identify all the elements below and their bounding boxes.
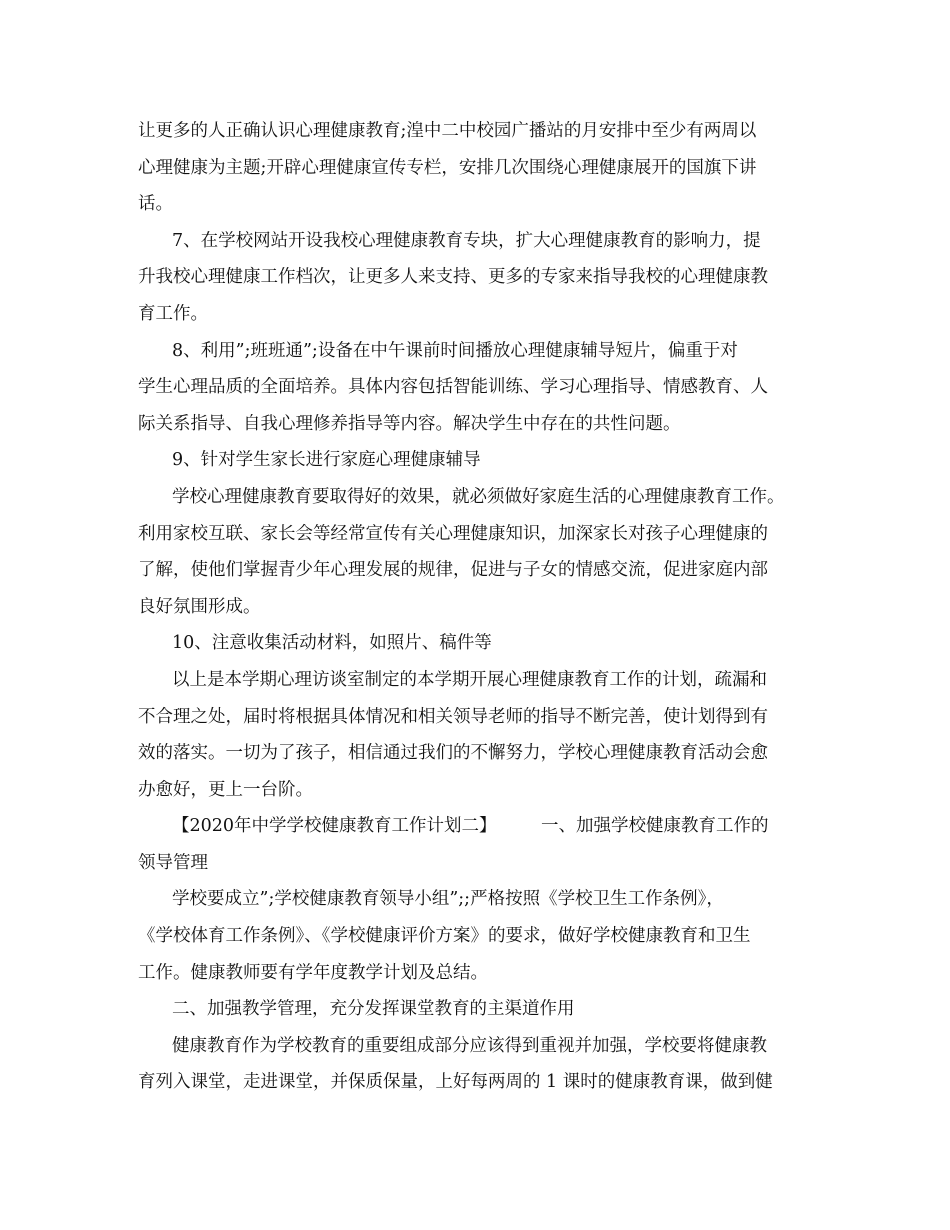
text-line: 育列入课堂，走进课堂，并保质保量，上好每两周的 1 课时的健康教育课，做到健 — [138, 1072, 773, 1093]
text-line: 效的落实。一切为了孩子，相信通过我们的不懈努力，学校心理健康教育活动会愈 — [138, 743, 768, 764]
text-line: 心理健康为主题;开辟心理健康宣传专栏，安排几次围绕心理健康展开的国旗下讲 — [138, 157, 757, 178]
text-line: 二、加强教学管理，充分发挥课堂教育的主渠道作用 — [172, 999, 575, 1020]
text-line: 话。 — [138, 194, 173, 215]
text-line: 了解，使他们掌握青少年心理发展的规律，促进与子女的情感交流，促进家庭内部 — [138, 560, 768, 581]
text-line: 以上是本学期心理访谈室制定的本学期开展心理健康教育工作的计划，疏漏和 — [172, 669, 767, 690]
text-line: 不合理之处，届时将根据具体情况和相关领导老师的指导不断完善，使计划得到有 — [138, 706, 768, 727]
text-line: 领导管理 — [138, 852, 208, 873]
text-line: 利用家校互联、家长会等经常宣传有关心理健康知识，加深家长对孩子心理健康的 — [138, 523, 768, 544]
text-line: 办愈好，更上一台阶。 — [138, 779, 313, 800]
text-line: 学生心理品质的全面培养。具体内容包括智能训练、学习心理指导、情感教育、人 — [138, 377, 768, 398]
text-line: 学校心理健康教育要取得好的效果，就必须做好家庭生活的心理健康教育工作。 — [172, 486, 785, 507]
document-body — [138, 113, 810, 1101]
text-line: 《学校体育工作条例》、《学校健康评价方案》的要求，做好学校健康教育和卫生 — [138, 926, 751, 947]
text-line: 10、注意收集活动材料，如照片、稿件等 — [172, 633, 492, 654]
text-line: 升我校心理健康工作档次，让更多人来支持、更多的专家来指导我校的心理健康教 — [138, 267, 768, 288]
text-line: 7、在学校网站开设我校心理健康教育专块，扩大心理健康教育的影响力，提 — [172, 230, 761, 251]
text-line: 健康教育作为学校教育的重要组成部分应该得到重视并加强，学校要将健康教 — [172, 1035, 767, 1056]
text-line: 学校要成立”;学校健康教育领导小组”;;严格按照《学校卫生工作条例》， — [172, 889, 724, 910]
text-line: 工作。健康教师要有学年度教学计划及总结。 — [138, 962, 488, 983]
text-line: 【2020年中学学校健康教育工作计划二】 一、加强学校健康教育工作的 — [172, 816, 769, 837]
text-line: 让更多的人正确认识心理健康教育;湟中二中校园广播站的月安排中至少有两周以 — [138, 121, 757, 141]
text-line: 9、针对学生家长进行家庭心理健康辅导 — [172, 450, 481, 471]
text-line: 良好氛围形成。 — [138, 596, 261, 617]
text-line: 8、利用”;班班通”;设备在中午课前时间播放心理健康辅导短片，偏重于对 — [172, 340, 738, 361]
text-line: 育工作。 — [138, 303, 208, 324]
text-line: 际关系指导、自我心理修养指导等内容。解决学生中存在的共性问题。 — [138, 413, 681, 434]
